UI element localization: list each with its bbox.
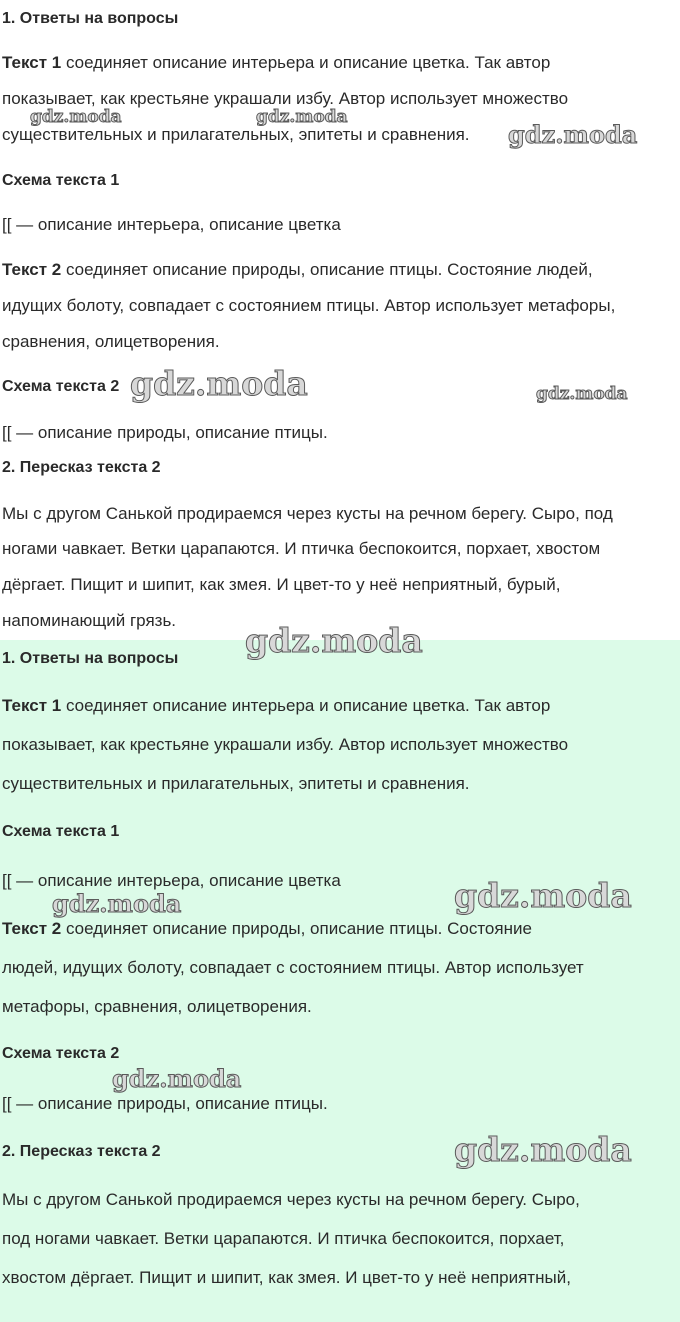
heading-answers: 1. Ответы на вопросы [2, 650, 179, 667]
text2-label: Текст 2 [2, 260, 62, 279]
text2-line-1: соединяет описание природы, описание птицы. Состояние [61, 919, 532, 938]
watermark-logo: gdz.moda [454, 1130, 632, 1169]
text1-line-2: показывает, как крестьяне украшали избу. Автор использует множество [2, 89, 569, 108]
text1-line-3: существительных и прилагательных, эпитеты и сравнения. [2, 774, 470, 793]
retelling-line-2: под ногами чавкает. Ветки царапаются. И птичка беспокоится, порхает, [2, 1229, 565, 1248]
heading-answers: 1. Ответы на вопросы [2, 10, 179, 27]
schema1-heading: Схема текста 1 [2, 823, 120, 840]
text2-line-2: людей, идущих болоту, совпадает с состоянием птицы. Автор использует [2, 958, 584, 977]
text1-line-1: соединяет описание интерьера и описание цветка. Так автор [61, 696, 551, 715]
heading-retelling: 2. Пересказ текста 2 [2, 459, 161, 476]
text2-paragraph-line-1 [2, 259, 593, 281]
watermark-logo: gdz.moda [508, 120, 638, 149]
retelling-line-4: напоминающий грязь. [2, 611, 177, 630]
retelling-line-2: ногами чавкает. Ветки царапаются. И птичка беспокоится, порхает, хвостом [2, 539, 601, 558]
schema2-line: [[ — описание природы, описание птицы. [2, 1094, 328, 1113]
retelling-line-1: Мы с другом Санькой продираемся через кусты на речном берегу. Сыро, [2, 1190, 580, 1209]
text2-paragraph-line-1 [2, 918, 532, 940]
text1-label: Текст 1 [2, 696, 62, 715]
text1-paragraph-line-1 [2, 695, 550, 717]
heading-retelling: 2. Пересказ текста 2 [2, 1143, 161, 1160]
retelling-line-1: Мы с другом Санькой продираемся через кусты на речном берегу. Сыро, под [2, 504, 613, 523]
text2-line-1: соединяет описание природы, описание птицы. Состояние людей, [61, 260, 593, 279]
answer-block-2 [0, 640, 680, 1322]
schema1-line: [[ — описание интерьера, описание цветка [2, 871, 341, 890]
watermark-logo: gdz.moda [454, 876, 632, 915]
schema1-heading: Схема текста 1 [2, 172, 120, 189]
text1-line-2: показывает, как крестьяне украшали избу. Автор использует множество [2, 735, 569, 754]
text1-paragraph-line-1 [2, 52, 550, 74]
schema2-heading: Схема текста 2 [2, 1045, 120, 1062]
retelling-line-3: хвостом дёргает. Пищит и шипит, как змея. И цвет-то у неё неприятный, [2, 1268, 571, 1287]
watermark-logo: gdz.moda [245, 621, 423, 660]
schema1-line: [[ — описание интерьера, описание цветка [2, 215, 341, 234]
text2-line-3: сравнения, олицетворения. [2, 332, 220, 351]
watermark-logo: gdz.moda [256, 107, 348, 127]
text1-line-3: существительных и прилагательных, эпитеты и сравнения. [2, 125, 470, 144]
text2-line-3: метафоры, сравнения, олицетворения. [2, 997, 312, 1016]
retelling-line-3: дёргает. Пищит и шипит, как змея. И цвет-то у неё неприятный, бурый, [2, 575, 561, 594]
schema2-line: [[ — описание природы, описание птицы. [2, 423, 328, 442]
text1-label: Текст 1 [2, 53, 62, 72]
text1-line-1: соединяет описание интерьера и описание цветка. Так автор [61, 53, 551, 72]
text2-line-2: идущих болоту, совпадает с состоянием птицы. Автор использует метафоры, [2, 296, 616, 315]
watermark-logo: gdz.moda [130, 364, 308, 403]
watermark-logo: gdz.moda [30, 107, 122, 127]
watermark-logo: gdz.moda [536, 384, 628, 404]
watermark-logo: gdz.moda [52, 889, 182, 918]
watermark-logo: gdz.moda [112, 1064, 242, 1093]
schema2-heading: Схема текста 2 [2, 378, 120, 395]
answer-block-1 [0, 0, 680, 660]
text2-label: Текст 2 [2, 919, 62, 938]
